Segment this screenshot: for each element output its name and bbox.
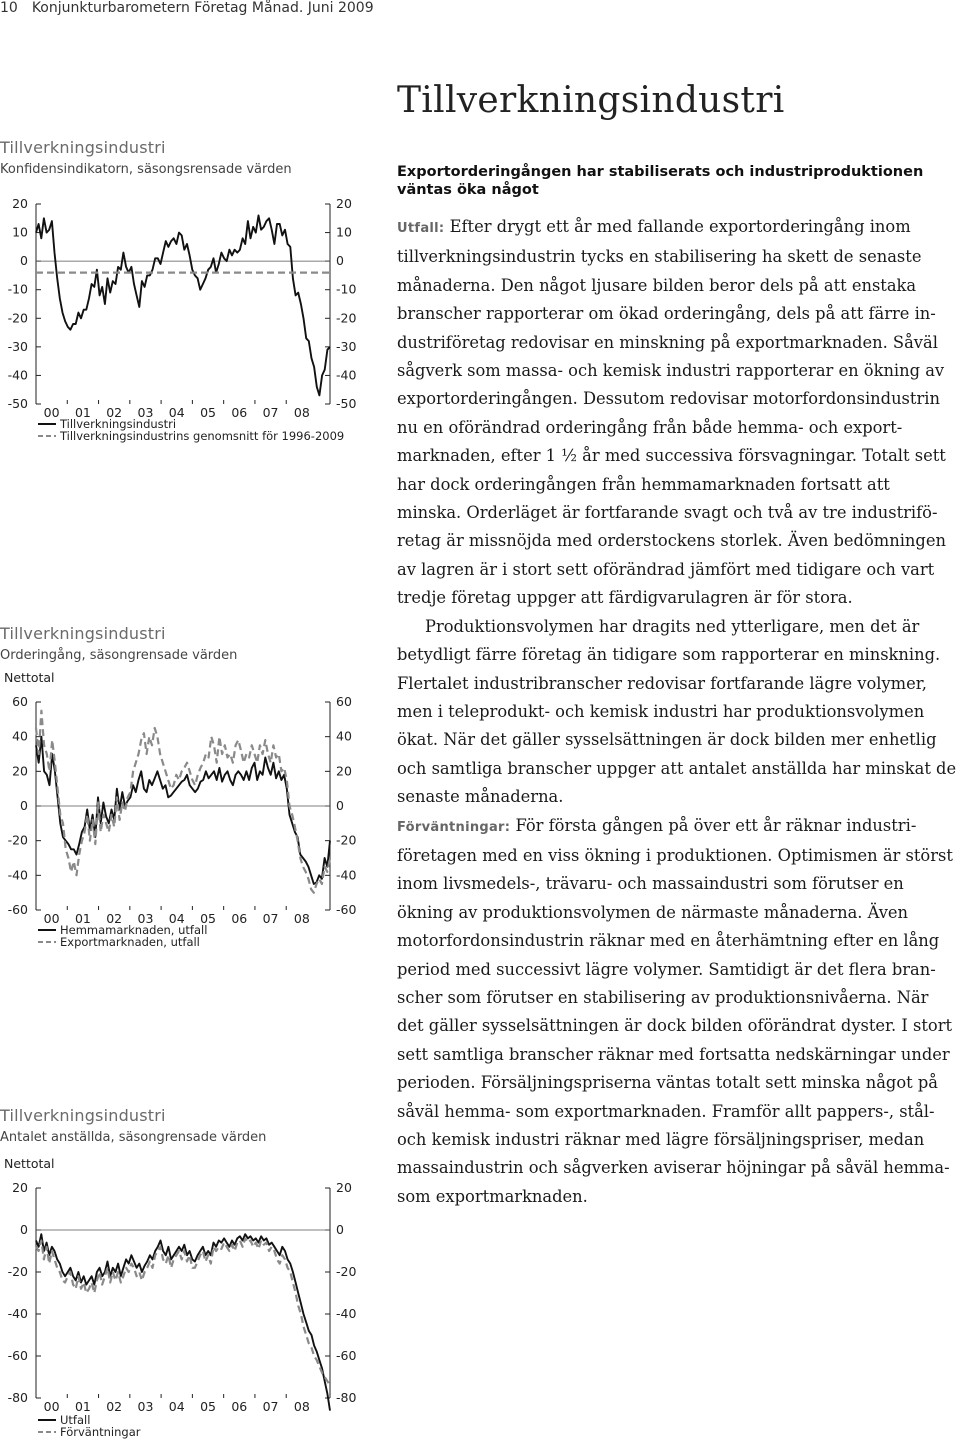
utfall-text: Efter drygt ett år med fallande exportorderingång inom tillverkningsindustrin tycks en stabilisering ha skett de senaste månaderna. Den något ljusare bilden beror dels på att enstaka branscher rapporterar om ökad orderingång, dels på att färre industriföretag redovisar en minskning på exportmarknaden. Såväl sågverk som massa- och kemisk industri rapporterar en ökning av exportorderingången. Dessutom redovisar motorfordonsindustrin nu en oförändrad orderingång från både hemma- och exportmarknaden, efter 1 ½ år med successiva försvagningar. Totalt sett har dock orderingången från hemmamarknaden fortsatt att minska. Orderläget är fortfarande svagt och två av tre industriföretag är missnöjda med orderstockens storlek. Även bedömningen av lagren är i stort sett oförändrad jämfört med tidigare och vart tredje företag uppger att färdigvarulagren är för stora. (397, 217, 946, 608)
x-tick-label: 04 (168, 405, 185, 420)
y-tick-label-left: 20 (12, 196, 28, 211)
x-tick-label: 08 (293, 911, 310, 926)
y-tick-label-right: -60 (336, 1348, 357, 1363)
y-tick-label-left: 0 (20, 1222, 28, 1237)
chart-subtitle: Orderingång, säsongrensade värden (0, 648, 238, 663)
page-number: 10 (0, 0, 18, 16)
x-tick-label: 06 (231, 1399, 248, 1414)
chart-svg (0, 1142, 380, 1442)
unit-label: Nettotal (4, 670, 55, 685)
y-tick-label-right: 0 (336, 253, 344, 269)
y-tick-label-left: 20 (12, 763, 28, 779)
unit-label: Nettotal (4, 1156, 55, 1171)
x-tick-label: 00 (43, 405, 60, 420)
y-tick-label-left: -10 (7, 281, 28, 297)
series-line-1 (36, 1234, 330, 1410)
x-tick-label: 06 (231, 911, 248, 926)
chart-svg (0, 174, 380, 474)
legend-label-1: Hemmamarknaden, utfall (60, 923, 208, 937)
chart-confidence-indicator (0, 138, 380, 474)
x-tick-label: 00 (43, 1399, 60, 1414)
y-tick-label-right: -60 (336, 902, 357, 917)
y-tick-label-right: 0 (336, 1222, 344, 1237)
forvantningar-paragraph (397, 812, 957, 1212)
publication-title: Konjunkturbarometern Företag Månad. Juni 2009 (31, 0, 374, 16)
y-tick-label-right: -80 (336, 1390, 357, 1405)
y-tick-label-right: -20 (336, 310, 357, 326)
x-tick-label: 02 (106, 405, 123, 420)
y-tick-label-right: -40 (336, 867, 357, 883)
legend-label-2: Exportmarknaden, utfall (60, 935, 200, 949)
chart-employees (0, 1106, 380, 1442)
y-tick-label-left: -30 (7, 338, 28, 354)
page-header (0, 0, 520, 24)
forvantningar-label: Förväntningar: (397, 819, 511, 835)
y-tick-label-right: 20 (336, 1180, 352, 1195)
x-tick-label: 01 (74, 1399, 91, 1414)
y-tick-label-left: 20 (12, 1180, 28, 1195)
x-tick-label: 01 (74, 405, 91, 420)
series-line-2 (36, 711, 330, 893)
x-tick-label: 02 (106, 911, 123, 926)
y-tick-label-left: -40 (7, 367, 28, 383)
chart-order-intake (0, 624, 380, 974)
y-tick-label-left: -60 (7, 1348, 28, 1363)
x-tick-label: 08 (293, 1399, 310, 1414)
article-title: Tillverkningsindustri (397, 80, 785, 121)
y-tick-label-right: -20 (336, 1264, 357, 1279)
x-tick-label: 03 (137, 1399, 154, 1414)
y-tick-label-right: 20 (336, 196, 352, 211)
legend-label-1: Utfall (60, 1413, 91, 1427)
y-tick-label-left: -50 (7, 396, 28, 411)
x-tick-label: 05 (200, 911, 216, 926)
x-tick-label: 05 (200, 1399, 216, 1414)
y-tick-label-right: -20 (336, 832, 357, 848)
y-tick-label-left: -40 (7, 867, 28, 883)
utfall-paragraph (397, 213, 957, 613)
y-tick-label-right: -30 (336, 338, 357, 354)
chart-title: Tillverkningsindustri (0, 624, 166, 643)
y-tick-label-right: -50 (336, 396, 357, 411)
x-tick-label: 02 (106, 1399, 123, 1414)
legend-label-1: Tillverkningsindustri (60, 417, 177, 431)
chart-subtitle: Konfidensindikatorn, säsongsrensade värden (0, 162, 292, 177)
x-tick-label: 04 (168, 1399, 185, 1414)
x-tick-label: 07 (262, 405, 279, 420)
chart-title: Tillverkningsindustri (0, 138, 166, 157)
y-tick-label-left: -40 (7, 1306, 28, 1321)
y-tick-label-left: -20 (7, 1264, 28, 1279)
x-tick-label: 03 (137, 405, 154, 420)
y-tick-label-right: 40 (336, 728, 352, 744)
series-line-2 (36, 1238, 330, 1385)
y-tick-label-left: 40 (12, 728, 28, 744)
y-tick-label-right: 10 (336, 224, 352, 240)
x-tick-label: 06 (231, 405, 248, 420)
legend-label-2: Förväntningar (60, 1425, 141, 1439)
y-tick-label-right: -10 (336, 281, 357, 297)
x-tick-label: 00 (43, 911, 60, 926)
y-tick-label-right: 60 (336, 694, 352, 709)
chart-title: Tillverkningsindustri (0, 1106, 166, 1125)
article (397, 80, 957, 1211)
y-tick-label-left: 60 (12, 694, 28, 709)
x-tick-label: 03 (137, 911, 154, 926)
utfall-label: Utfall: (397, 221, 445, 236)
series-line-1 (36, 215, 330, 395)
y-tick-label-left: 0 (20, 798, 28, 813)
y-tick-label-left: 10 (12, 224, 28, 240)
y-tick-label-left: -60 (7, 902, 28, 917)
y-tick-label-right: 0 (336, 798, 344, 813)
y-tick-label-right: 20 (336, 763, 352, 779)
y-tick-label-left: -20 (7, 310, 28, 326)
article-body (397, 213, 957, 1211)
y-tick-label-left: -80 (7, 1390, 28, 1405)
x-tick-label: 07 (262, 911, 279, 926)
y-tick-label-right: -40 (336, 1306, 357, 1321)
legend-label-2: Tillverkningsindustrins genomsnitt för 1996-2009 (60, 429, 345, 443)
y-tick-label-left: -20 (7, 832, 28, 848)
utfall-paragraph-2: Produktionsvolymen har dragits ned ytterligare, men det är betydligt färre företag än tidigare som rapporterar en minskning. Flertalet industribranscher redovisar fortfarande lägre volymer, men i teleprodukt- och kemisk industri har produktionsvolymen ökat. När det gäller sysselsättningen är dock bilden mer enhetlig och samtliga branscher uppger att antalet anställda har minskat de senaste månaderna. (397, 616, 957, 807)
x-tick-label: 01 (74, 911, 91, 926)
x-tick-label: 04 (168, 911, 185, 926)
article-lead: Exportorderingången har stabiliserats och industriproduktionen väntas öka något (397, 164, 924, 198)
x-tick-label: 07 (262, 1399, 279, 1414)
x-tick-label: 08 (293, 405, 310, 420)
chart-svg (0, 660, 380, 960)
forvantningar-text: För första gången på över ett år räknar industriföretagen med en viss ökning i produktionen. Optimismen är störst inom livsmedels-, trävaru- och massaindustri som förutser en ökning av produktionsvolymen de närmaste månaderna. Även motorfordonsindustrin räknar med en återhämtning efter en lång period med successivt lägre volymer. Samtidigt är det flera branscher som förutser en stabilisering av produktionsnivåerna. När det gäller sysselsättningen är dock bilden oförändrat dyster. I stort sett samtliga branscher räknar med fortsatta nedskärningar under perioden. Försäljningspriserna väntas totalt sett minska något på såväl hemma- som exportmarknaden. Framför allt pappers-, stål- och kemisk industri räknar med lägre försäljningspriser, medan massaindustrin och sågverken aviserar höjningar på såväl hemmasom exportmarknaden. (397, 815, 953, 1206)
chart-subtitle: Antalet anställda, säsongrensade värden (0, 1130, 267, 1145)
y-tick-label-left: 0 (20, 253, 28, 269)
y-tick-label-right: -40 (336, 367, 357, 383)
x-tick-label: 05 (200, 405, 216, 420)
series-line-1 (36, 737, 330, 884)
